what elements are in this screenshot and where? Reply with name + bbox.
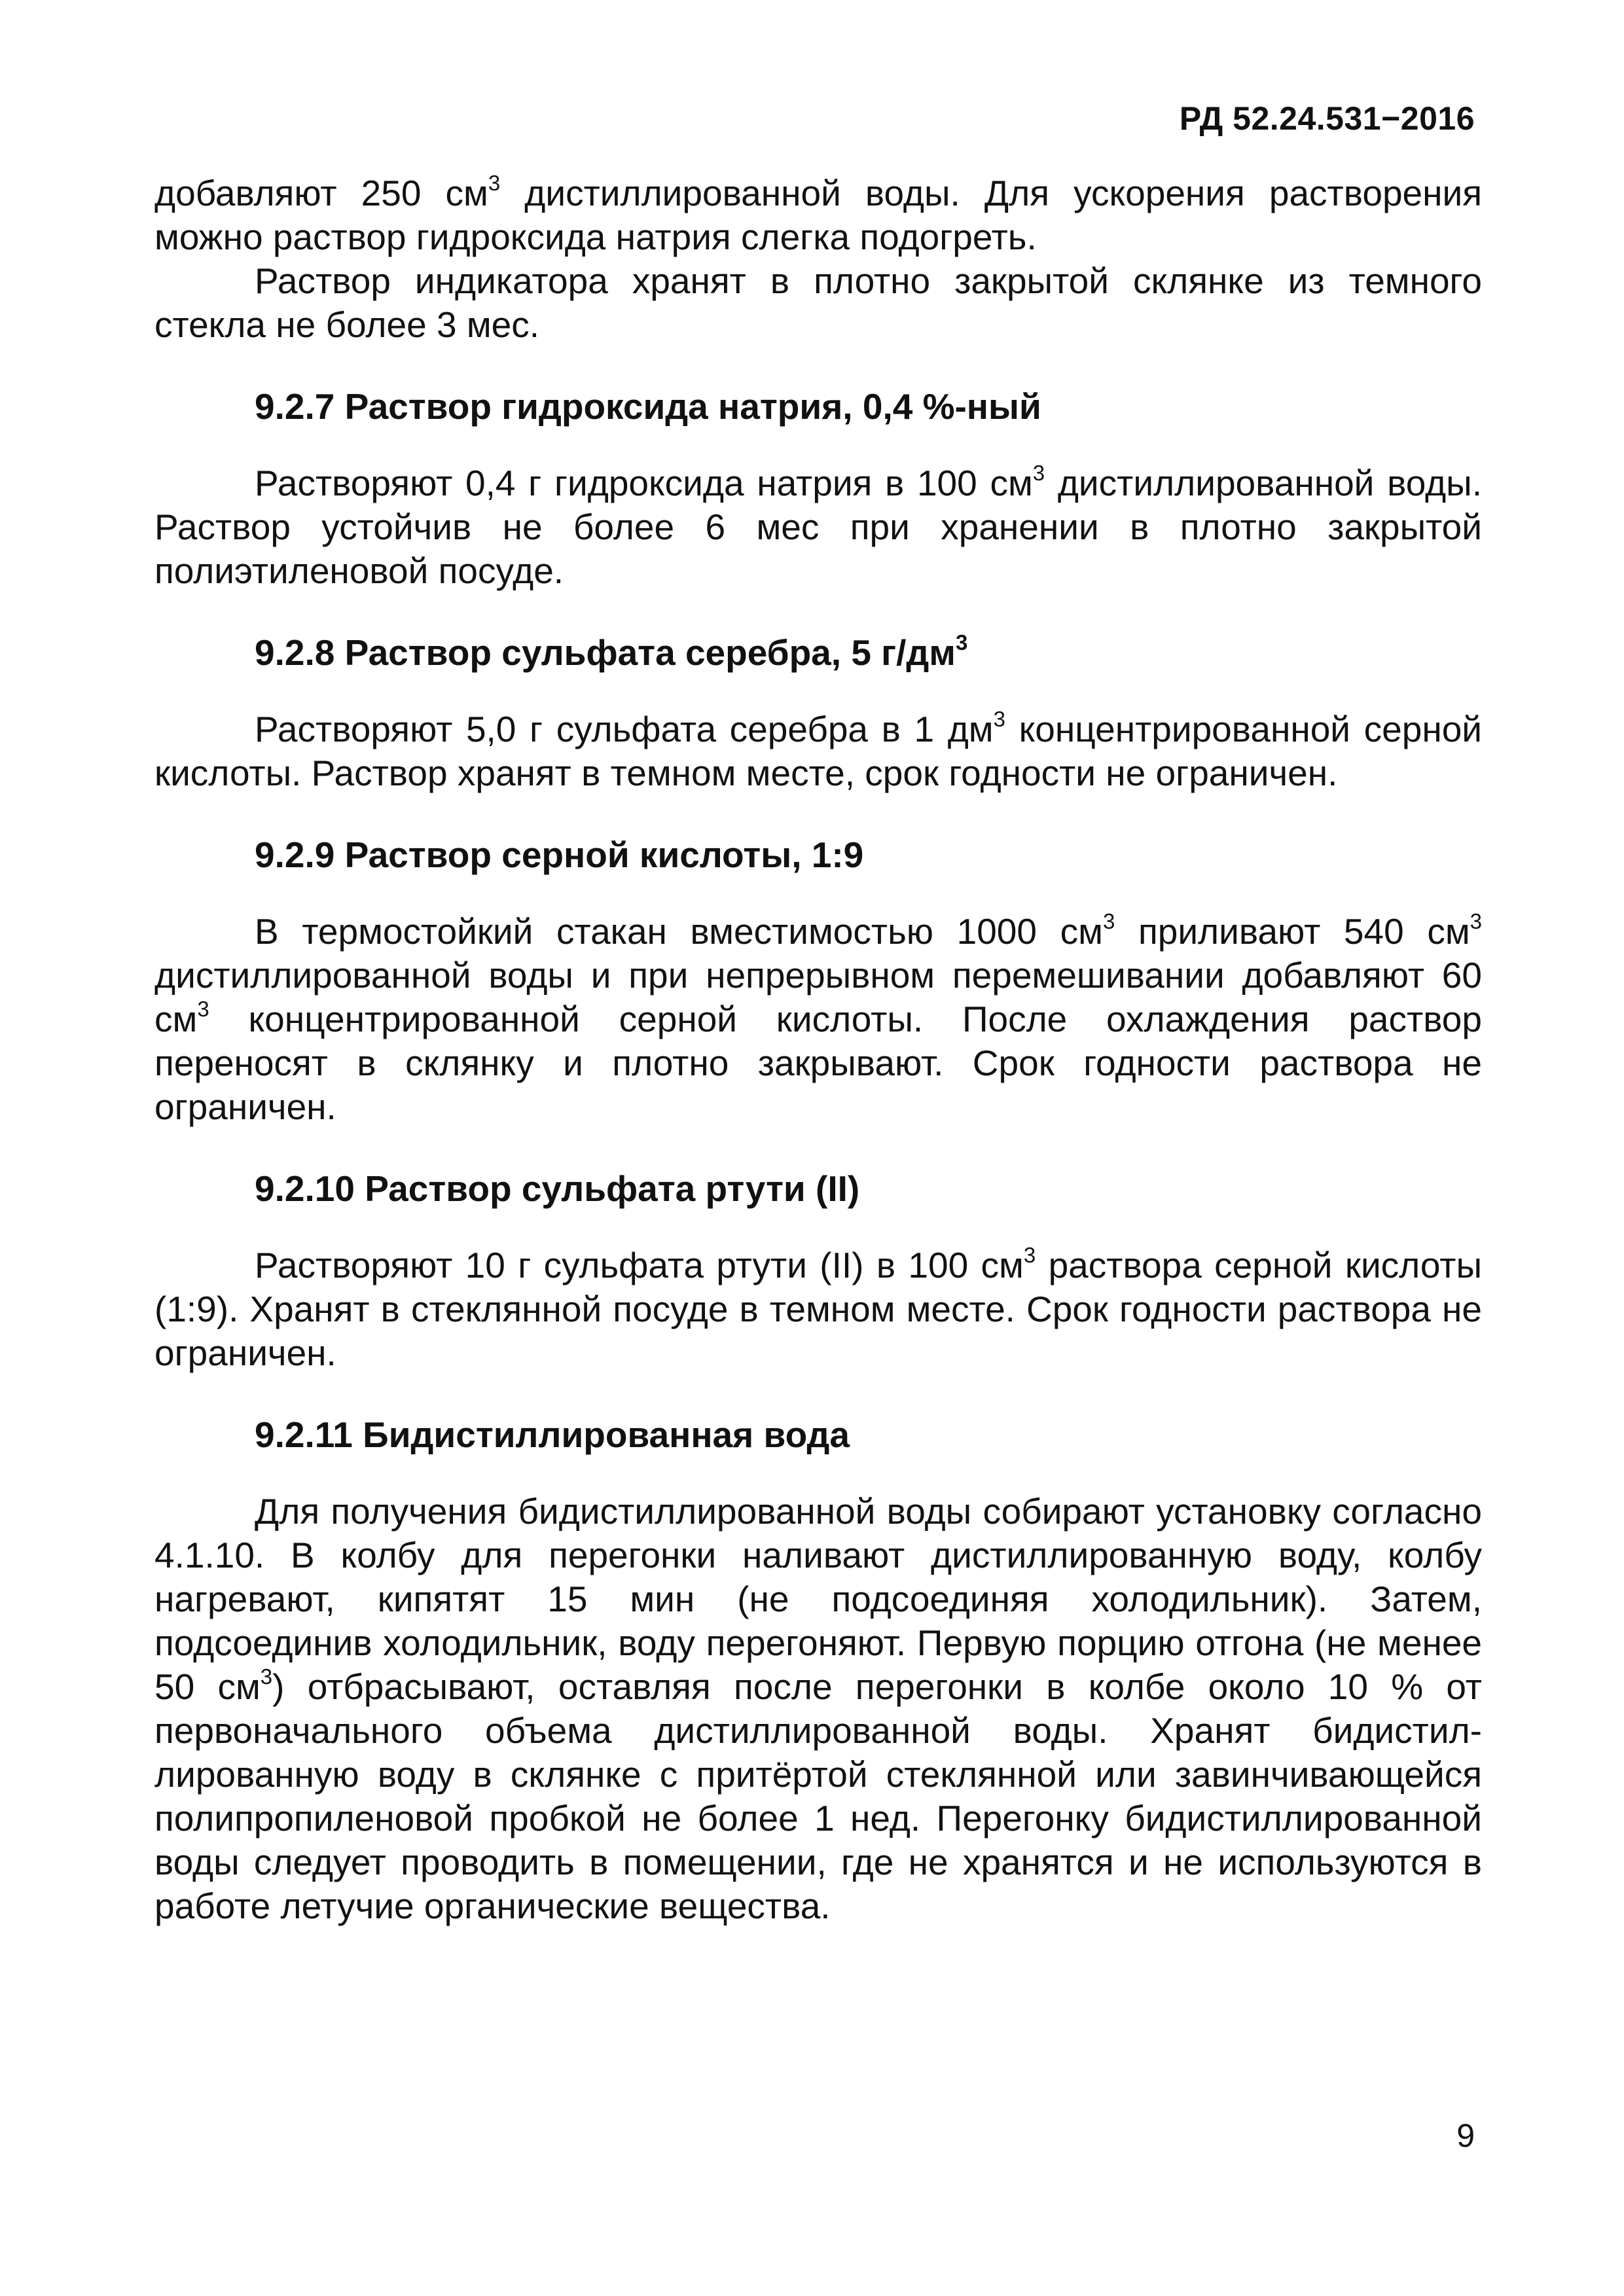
document-id: РД 52.24.531−2016 xyxy=(1179,100,1475,137)
paragraph: Раствор индикатора хранят в плотно закрытой склянке из темного стекла не более 3 мес. xyxy=(154,260,1482,345)
paragraph: Растворяют 5,0 г сульфата серебра в 1 $дм^3$ концентрированной серной кислоты. Раствор хранят в темном месте, срок годности не ограничен. xyxy=(154,706,1482,793)
section-heading-9-2-9: 9.2.9 Раствор серной кислоты, 1:9 xyxy=(255,834,864,875)
paragraph: Растворяют 0,4 г гидроксида натрия в 100 $см^3$ дистиллированной воды. Раствор устойчив не более 6 мес при хранении в плотно закрытой полиэтиленовой посуде. xyxy=(154,460,1482,591)
section-heading-9-2-7: 9.2.7 Раствор гидроксида натрия, 0,4 %-ный xyxy=(255,386,1041,427)
page-number: 9 xyxy=(1456,2117,1475,2154)
paragraph: Для получения бидистиллированной воды собирают установку согласно 4.1.10. В колбу для перегонки наливают дистиллированную воду, колбу нагревают, кипятят 15 мин (не подсоединяя холодильник). Затем, подсоединив холодильник, воду перегоняют. Первую порцию отгона (не менее 50 $см^3$) отбрасывают, оставляя после перегонки в колбе около 10 % от первоначального объема дистиллированной воды. Хранят бидистиллированную воду в склянке с притёртой стеклянной или завинчивающейся полипропиленовой пробкой не более 1 нед. Перегонку бидистиллированной воды следует проводить в помещении, где не хранятся и не используются в работе летучие органические вещества. xyxy=(154,1491,1482,1926)
section-heading-9-2-11: 9.2.11 Бидистиллированная вода xyxy=(255,1414,850,1455)
section-heading-9-2-10: 9.2.10 Раствор сульфата ртути (II) xyxy=(255,1168,860,1209)
section-heading-9-2-8: 9.2.8 Раствор сульфата серебра, 5 $г/дм^3$ xyxy=(255,630,968,673)
paragraph: добавляют 250 $см^3$ дистиллированной воды. Для ускорения растворения можно раствор гидроксида натрия слегка подогреть. xyxy=(154,170,1482,257)
paragraph: В термостойкий стакан вместимостью 1000 $см^3$ приливают 540 $см^3$ дистиллированной воды и при непрерывном перемешивании добавляют 60 $см^3$ концентрированной серной кислоты. После охлаждения раствор переносят в склянку и плотно закрывают. Срок годности раствора не ограничен. xyxy=(154,908,1483,1127)
document-body xyxy=(154,171,1482,1928)
paragraph: Растворяют 10 г сульфата ртути (II) в 100 $см^3$ раствора серной кислоты (1:9). Хранят в стеклянной посуде в темном месте. Срок годности раствора не ограничен. xyxy=(154,1242,1482,1373)
